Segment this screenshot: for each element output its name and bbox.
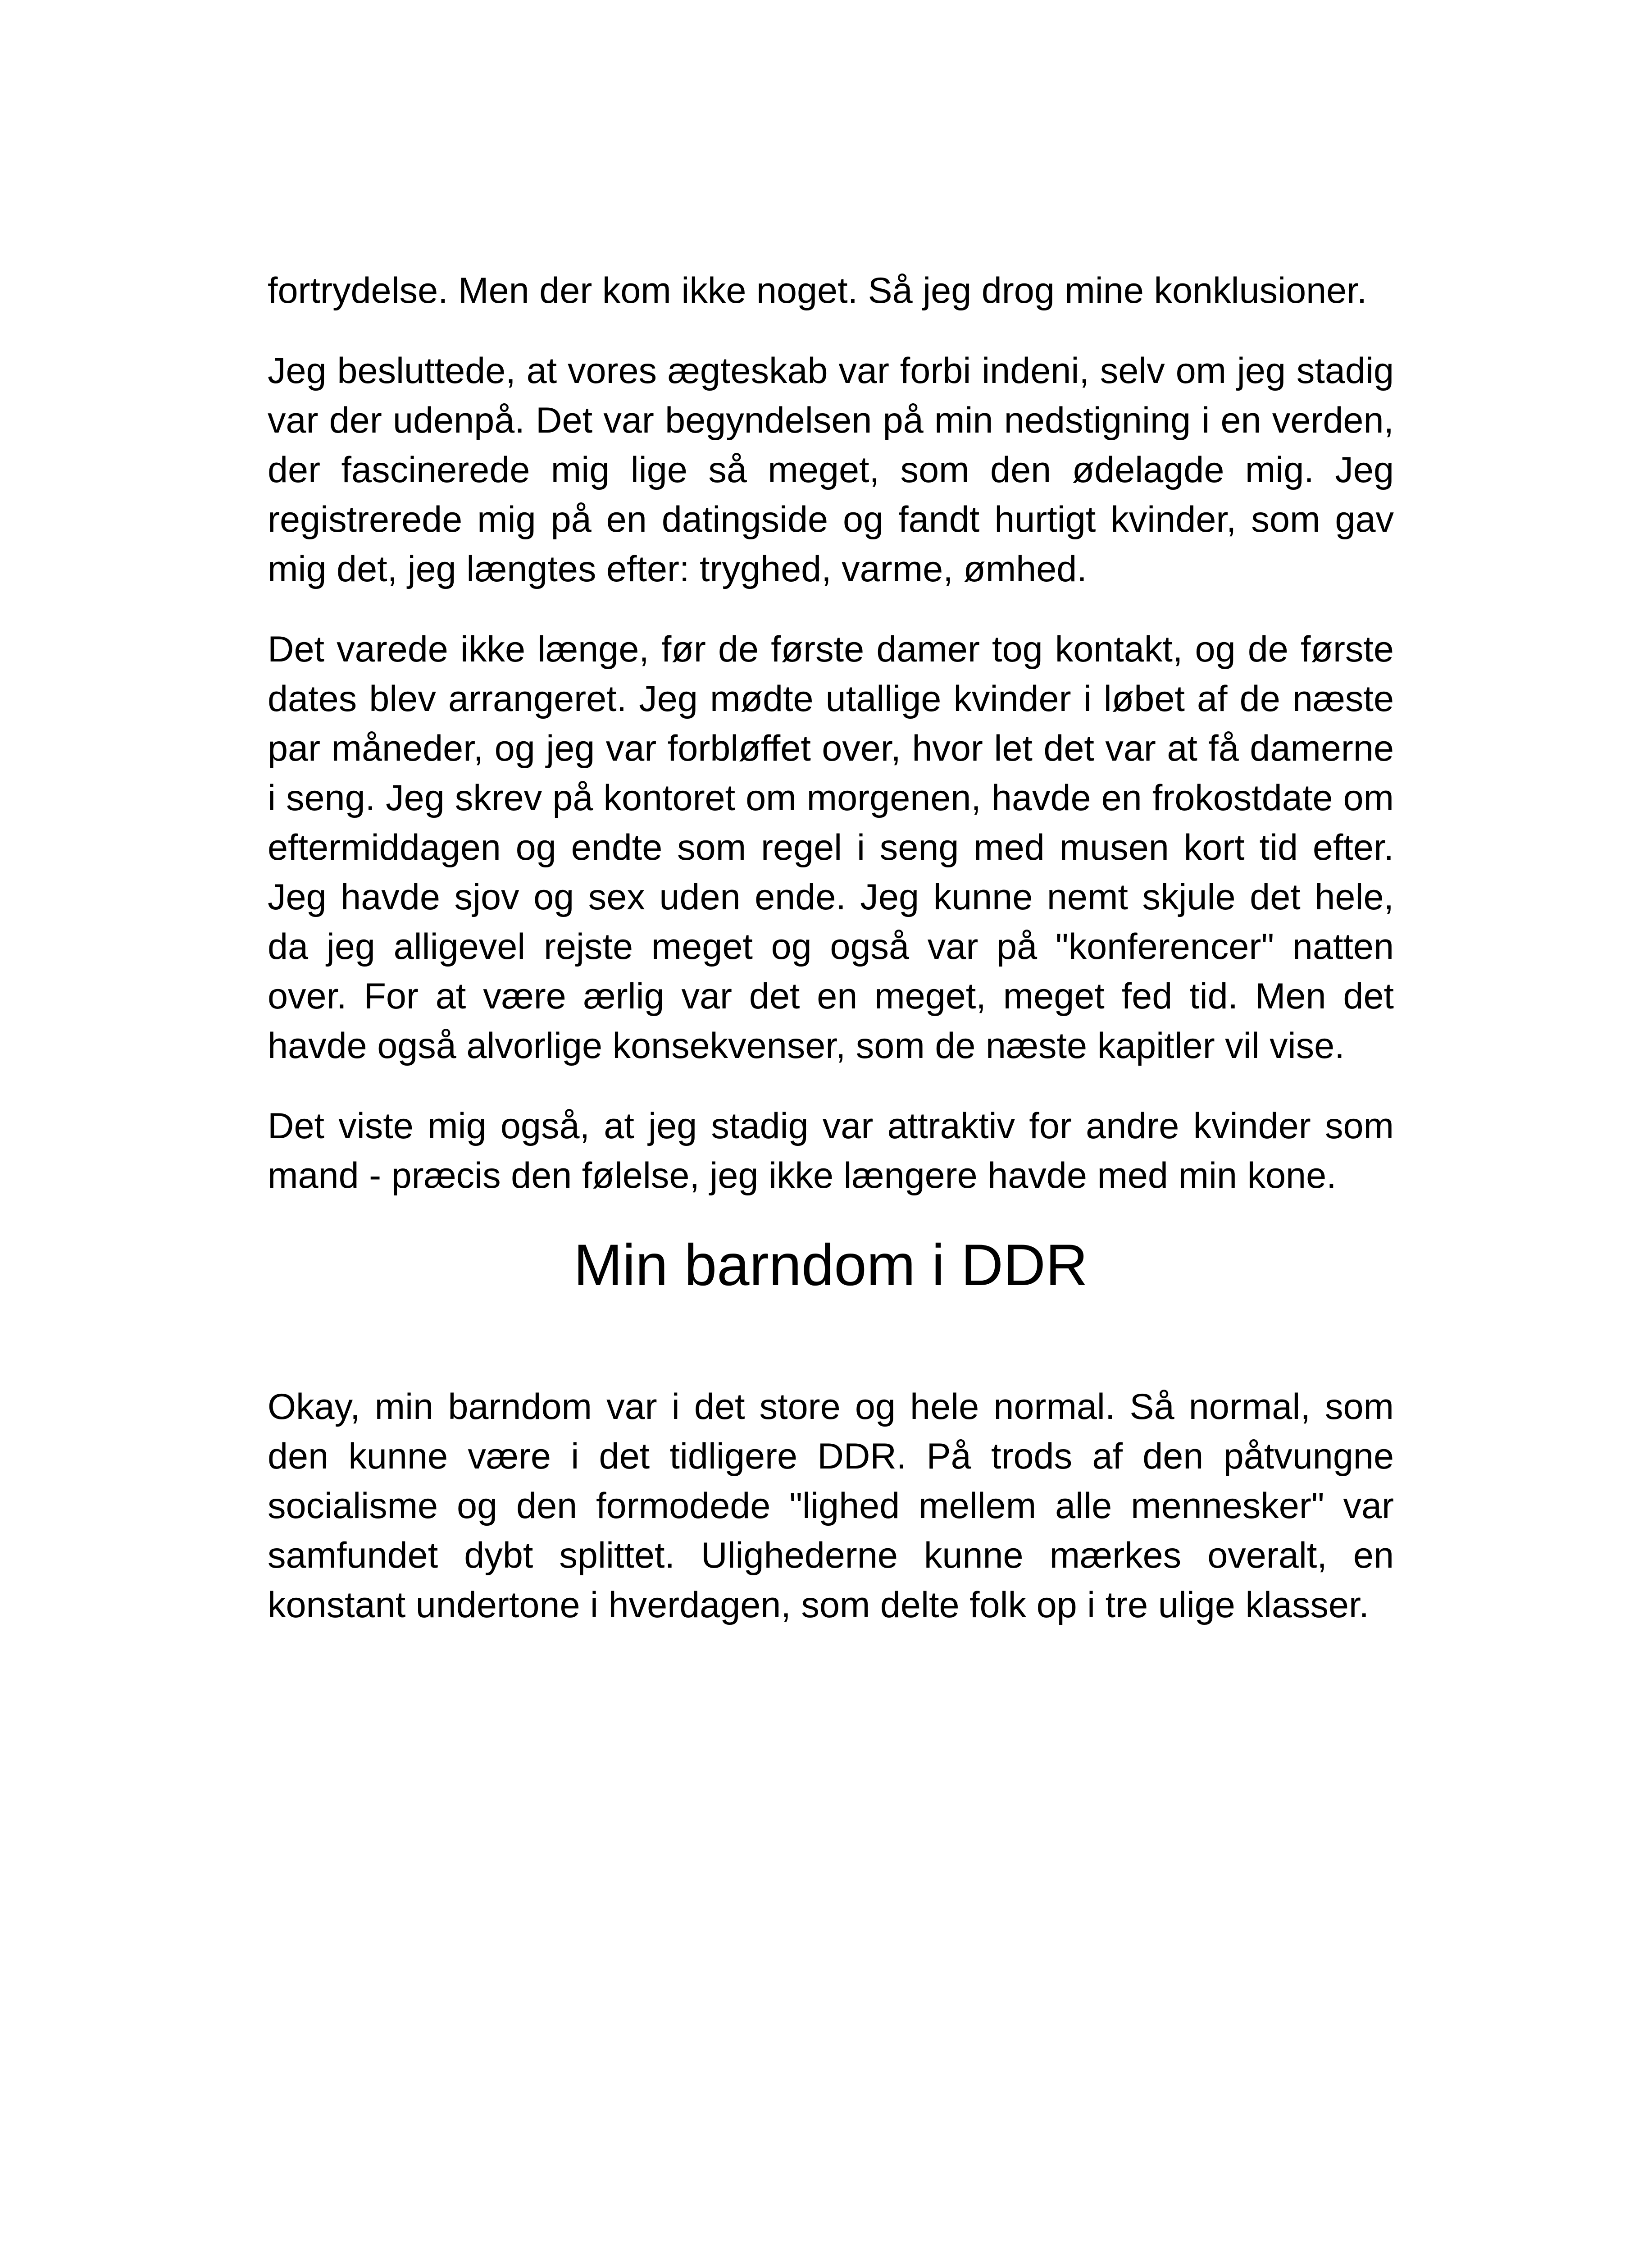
paragraph-5: Okay, min barndom var i det store og hele normal. Så normal, som den kunne være i det tidligere DDR. På trods af den påtvungne socialisme og den formodede "lighed mellem alle mennesker" var samfundet dybt splittet. Ulighederne kunne mærkes overalt, en konstant undertone i hverdagen, som delte folk op i tre ulige klasser. [268, 1386, 1394, 1625]
paragraph-1: fortrydelse. Men der kom ikke noget. Så jeg drog mine konklusioner. [268, 270, 1367, 311]
paragraph-2: Jeg besluttede, at vores ægteskab var forbi indeni, selv om jeg stadig var der udenpå. Det var begyndelsen på min nedstigning i en verden, der fascinerede mig lige så meget, som den ødelagde mig. Jeg registrerede mig på en datingside og fandt hurtigt kvinder, som gav mig det, jeg længtes efter: tryghed, varme, ømhed. [268, 351, 1394, 589]
chapter-heading: Min barndom i DDR [573, 1232, 1088, 1298]
document-page [268, 266, 1394, 1660]
paragraph-3: Det varede ikke længe, før de første damer tog kontakt, og de første dates blev arrangeret. Jeg mødte utallige kvinder i løbet af de næste par måneder, og jeg var forbløffet over, hvor let det var at få damerne i seng. Jeg skrev på kontoret om morgenen, havde en frokostdate om eftermiddagen og endte som regel i seng med musen kort tid efter. Jeg havde sjov og sex uden ende. Jeg kunne nemt skjule det hele, da jeg alligevel rejste meget og også var på "konferencer" natten over. For at være ærlig var det en meget, meget fed tid. Men det havde også alvorlige konsekvenser, som de næste kapitler vil vise. [268, 629, 1394, 1066]
paragraph-4: Det viste mig også, at jeg stadig var attraktiv for andre kvinder som mand - præcis den følelse, jeg ikke længere havde med min kone. [268, 1106, 1394, 1196]
